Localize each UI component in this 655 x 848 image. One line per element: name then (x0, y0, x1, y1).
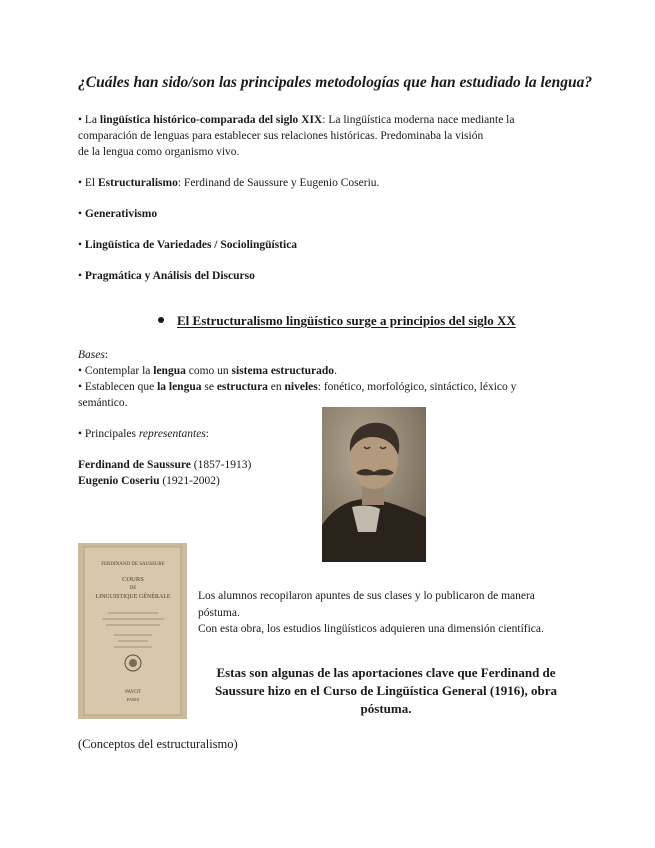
method-name: lingüística histórico-comparada del siglo XIX (99, 114, 323, 126)
method-desc-line3: de la lengua como organismo vivo. (78, 146, 240, 158)
representatives-label: • Principales representantes: (78, 428, 209, 440)
method-desc: : Ferdinand de Saussure y Eugenio Coseriu. (177, 177, 380, 189)
method-name: Lingüística de Variedades / Sociolingüística (84, 239, 298, 251)
section-heading: El Estructuralismo lingüístico surge a principios del siglo XX (158, 313, 516, 329)
book-cover-image (78, 543, 187, 719)
book-caption: Los alumnos recopilaron apuntes de sus clases y lo publicaron de manera póstuma. Con esta obra, los estudios lingüísticos adquieren una dimensión científica. (198, 590, 544, 635)
method-item-sociolinguistics: • Lingüística de Variedades / Sociolingüística (78, 239, 298, 251)
person-name: Ferdinand de Saussure (1857-1913) (78, 459, 252, 471)
method-desc-line2: comparación de lenguas para establecer sus relaciones históricas. Predominaba la visión (78, 130, 484, 142)
method-item-historic (78, 112, 514, 160)
method-name: Estructuralismo (98, 177, 178, 189)
bullet-dot-icon (158, 317, 164, 323)
person-name: Eugenio Coseriu (1921-2002) (78, 475, 220, 487)
book-city: PARIS (126, 697, 140, 702)
highlight-statement: Estas son algunas de las aportaciones clave que Ferdinand de Saussure hizo en el Curso de Lingüística General (1916), obra póstuma. (214, 665, 558, 716)
representatives-list (78, 457, 251, 489)
bases-block: Bases: • Contemplar la lengua como un sistema estructurado. • Establecen que la lengua se estructura en niveles: fonético, morfológico, sintáctico, léxico y semántico. (78, 349, 517, 409)
method-item-generativism: • Generativismo (78, 208, 158, 220)
book-publisher: PAYOT (125, 690, 141, 695)
method-item-structuralism: • El Estructuralismo: Ferdinand de Saussure y Eugenio Coseriu. (78, 177, 380, 189)
method-item-pragmatics: • Pragmática y Análisis del Discurso (78, 270, 255, 282)
saussure-portrait-image (322, 407, 426, 562)
method-name: Pragmática y Análisis del Discurso (84, 270, 255, 282)
book-author: FERDINAND DE SAUSSURE (101, 562, 165, 567)
method-name: Generativismo (84, 208, 158, 220)
method-desc: : La lingüística moderna nace mediante la (322, 114, 515, 126)
book-title-line3: LINGUISTIQUE GÉNÉRALE (95, 594, 171, 600)
book-title-line2: DE (129, 586, 137, 591)
portrait-illustration (322, 407, 426, 562)
bullet-text: • La (78, 114, 100, 126)
bases-label: Bases (78, 349, 105, 361)
book-cover-illustration (78, 543, 187, 719)
page-title: ¿Cuáles han sido/son las principales metodologías que han estudiado la lengua? (78, 74, 593, 91)
concepts-label: (Conceptos del estructuralismo) (78, 737, 238, 751)
book-title-line1: COURS (122, 576, 144, 583)
